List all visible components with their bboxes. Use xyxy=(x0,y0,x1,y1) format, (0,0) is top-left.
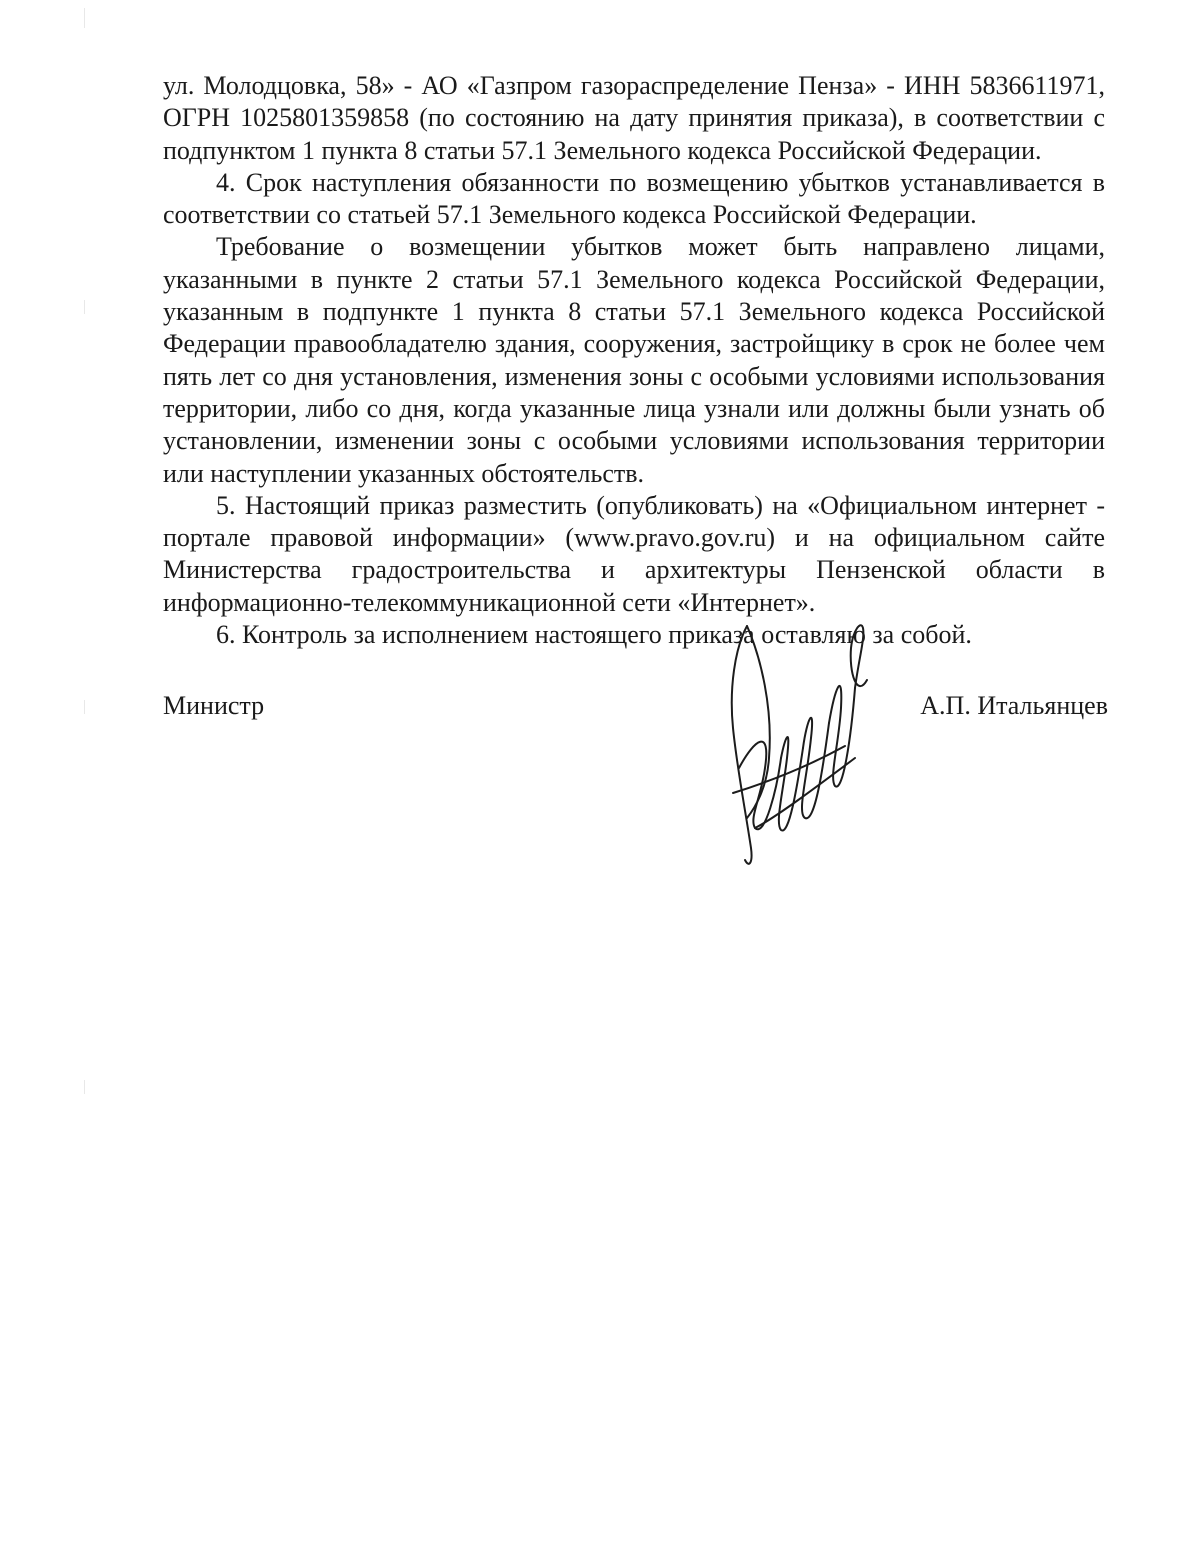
scan-artifact xyxy=(84,8,85,28)
document-body xyxy=(163,70,1105,651)
paragraph-address-continuation: ул. Молодцовка, 58» - АО «Газпром газораспределение Пенза» - ИНН 5836611971, ОГРН 1025801359858 (по состоянию на дату принятия приказа), в соответствии с подпунктом 1 пункта 8 статьи 57.1 Земельного кодекса Российской Федерации. xyxy=(163,71,1105,165)
signer-position: Министр xyxy=(163,691,265,720)
paragraph-damages-claim: Требование о возмещении убытков может быть направлено лицами, указанными в пункте 2 статьи 57.1 Земельного кодекса Российской Федерации, указанным в подпункте 1 пункта 8 статьи 57.1 Земельного кодекса Российской Федерации правообладателю здания, сооружения, застройщику в срок не более чем пять лет со дня установления, изменения зоны с особыми условиями использования территории, либо со дня, когда указанные лица узнали или должны были узнать об установлении, изменении зоны с особыми условиями использования территории или наступлении указанных обстоятельств. xyxy=(163,232,1105,488)
signature-block xyxy=(163,690,1108,730)
handwritten-signature xyxy=(725,618,875,878)
scan-artifact xyxy=(84,1080,85,1094)
scan-artifact xyxy=(84,300,85,314)
paragraph-item-4: 4. Срок наступления обязанности по возмещению убытков устанавливается в соответствии со статьей 57.1 Земельного кодекса Российской Федерации. xyxy=(163,167,1105,230)
scan-artifact xyxy=(84,700,85,714)
signer-name: А.П. Итальянцев xyxy=(920,691,1108,720)
paragraph-item-5: 5. Настоящий приказ разместить (опубликовать) на «Официальном интернет - портале правовой информации» (www.pravo.gov.ru) и на официальном сайте Министерства градостроительства и архитектуры Пензенской области в информационно-телекоммуникационной сети «Интернет». xyxy=(163,490,1105,617)
paragraph-item-6: 6. Контроль за исполнением настоящего приказа оставляю за собой. xyxy=(216,620,972,650)
